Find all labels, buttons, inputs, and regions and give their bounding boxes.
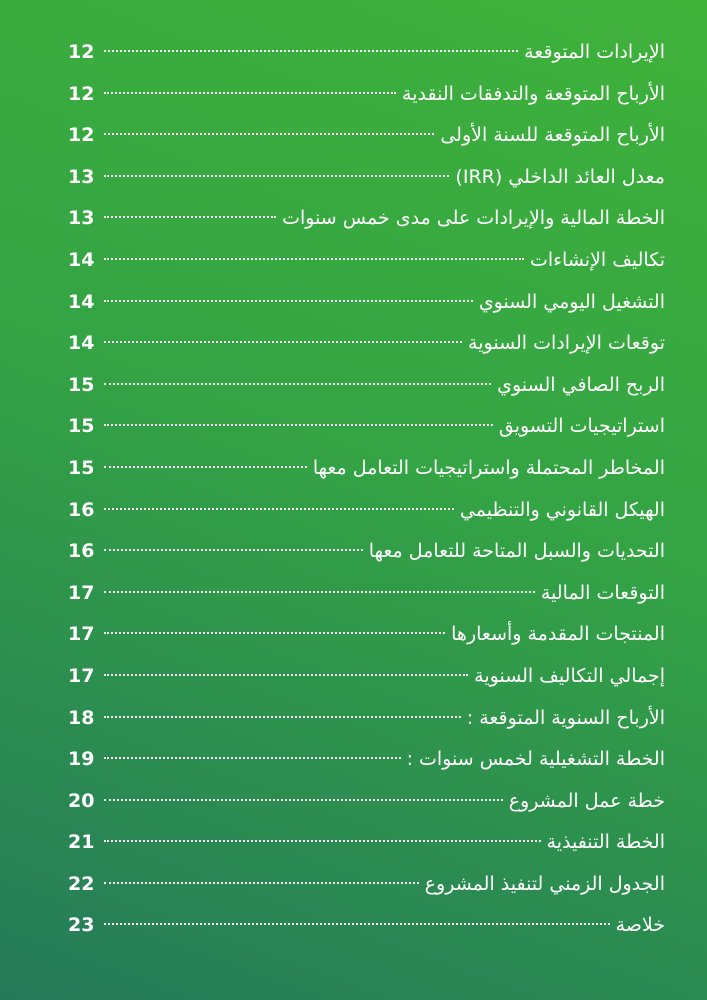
dot-leader xyxy=(104,133,434,135)
toc-entry-title: الخطة التشغيلية لخمس سنوات : xyxy=(406,748,665,771)
toc-entry-title: التحديات والسبل المتاحة للتعامل معها xyxy=(368,540,665,563)
toc-entry-title: الأرباح المتوقعة للسنة الأولى xyxy=(440,124,665,147)
toc-row[interactable] xyxy=(68,240,665,282)
toc-entry-title: الهيكل القانوني والتنظيمي xyxy=(459,498,665,521)
toc-row[interactable] xyxy=(68,32,665,74)
dot-leader xyxy=(104,799,503,801)
toc-entry-title: إجمالي التكاليف السنوية xyxy=(474,664,665,687)
toc-row[interactable] xyxy=(68,282,665,324)
toc-entry-title: تكاليف الإنشاءات xyxy=(529,248,665,271)
toc-entry-title: الإيرادات المتوقعة xyxy=(524,41,665,63)
dot-leader xyxy=(104,840,541,842)
toc-row[interactable] xyxy=(68,448,665,490)
toc-entry-title: الأرباح المتوقعة والتدفقات النقدية xyxy=(402,82,665,105)
dot-leader xyxy=(104,383,491,385)
toc-page-number: 16 xyxy=(68,540,95,563)
toc-entry-title: الجدول الزمني لتنفيذ المشروع xyxy=(424,872,665,895)
toc-row[interactable] xyxy=(68,406,665,448)
toc-row[interactable] xyxy=(68,157,665,199)
toc-row[interactable] xyxy=(68,74,665,116)
toc-page-number: 18 xyxy=(68,706,95,729)
dot-leader xyxy=(104,757,401,759)
toc-page-number: 19 xyxy=(68,748,95,771)
toc-page-number: 15 xyxy=(68,373,95,396)
toc-entry-title: استراتيجيات التسويق xyxy=(498,415,665,438)
dot-leader xyxy=(104,549,363,551)
toc-entry-title: التوقعات المالية xyxy=(540,581,665,604)
toc-row[interactable] xyxy=(68,115,665,157)
toc-row[interactable] xyxy=(68,614,665,656)
toc-entry-title: خطة عمل المشروع xyxy=(508,789,665,812)
dot-leader xyxy=(104,674,468,676)
toc-row[interactable] xyxy=(68,822,665,864)
toc-page-number: 14 xyxy=(68,290,95,313)
toc-page-number: 15 xyxy=(68,415,95,438)
dot-leader xyxy=(104,175,449,177)
toc-row[interactable] xyxy=(68,531,665,573)
toc-page-number: 12 xyxy=(68,41,95,63)
dot-leader xyxy=(104,882,419,884)
dot-leader xyxy=(104,466,307,468)
toc-row[interactable] xyxy=(68,656,665,698)
toc-page-number: 23 xyxy=(68,914,95,937)
toc-row[interactable] xyxy=(68,864,665,906)
toc-entry-title: خلاصة xyxy=(615,914,665,937)
dot-leader xyxy=(104,50,518,52)
toc-page-number: 17 xyxy=(68,581,95,604)
dot-leader xyxy=(104,923,610,925)
dot-leader xyxy=(104,508,454,510)
toc-row[interactable] xyxy=(68,490,665,532)
toc-page-number: 13 xyxy=(68,165,95,188)
toc-page-number: 17 xyxy=(68,623,95,646)
toc-entry-title: الخطة التنفيذية xyxy=(546,831,665,854)
toc-page-number: 15 xyxy=(68,456,95,479)
toc-row[interactable] xyxy=(68,365,665,407)
toc-entry-title: المخاطر المحتملة واستراتيجيات التعامل معها xyxy=(312,456,665,479)
toc-entry-title: المنتجات المقدمة وأسعارها xyxy=(451,623,665,646)
toc-entry-title: معدل العائد الداخلي (IRR) xyxy=(455,165,665,188)
toc-page-number: 14 xyxy=(68,248,95,271)
toc-row[interactable] xyxy=(68,323,665,365)
toc-entry-title: الأرباح السنوية المتوقعة : xyxy=(466,706,665,729)
toc-page-number: 20 xyxy=(68,789,95,812)
toc-row[interactable] xyxy=(68,573,665,615)
toc-entry-title: الخطة المالية والإيرادات على مدى خمس سنوات xyxy=(282,207,665,230)
toc-row[interactable] xyxy=(68,781,665,823)
dot-leader xyxy=(104,341,462,343)
toc-row[interactable] xyxy=(68,698,665,740)
toc-row[interactable] xyxy=(68,739,665,781)
toc-entry-title: التشغيل اليومي السنوي xyxy=(478,290,665,313)
toc-page-number: 12 xyxy=(68,82,95,105)
toc-page-number: 22 xyxy=(68,872,95,895)
toc-page-number: 13 xyxy=(68,207,95,230)
toc-page-number: 12 xyxy=(68,124,95,147)
toc-entry-title: توقعات الإيرادات السنوية xyxy=(468,332,665,355)
toc-page-number: 17 xyxy=(68,664,95,687)
toc-row[interactable] xyxy=(68,905,665,947)
dot-leader xyxy=(104,300,473,302)
toc-entry-title: الربح الصافي السنوي xyxy=(497,373,665,396)
toc-page-number: 21 xyxy=(68,831,95,854)
dot-leader xyxy=(104,424,493,426)
dot-leader xyxy=(104,632,445,634)
table-of-contents xyxy=(68,32,665,947)
dot-leader xyxy=(104,92,396,94)
toc-page-number: 16 xyxy=(68,498,95,521)
dot-leader xyxy=(104,591,535,593)
dot-leader xyxy=(104,216,276,218)
toc-page-number: 14 xyxy=(68,332,95,355)
dot-leader xyxy=(104,716,461,718)
dot-leader xyxy=(104,258,524,260)
toc-row[interactable] xyxy=(68,198,665,240)
